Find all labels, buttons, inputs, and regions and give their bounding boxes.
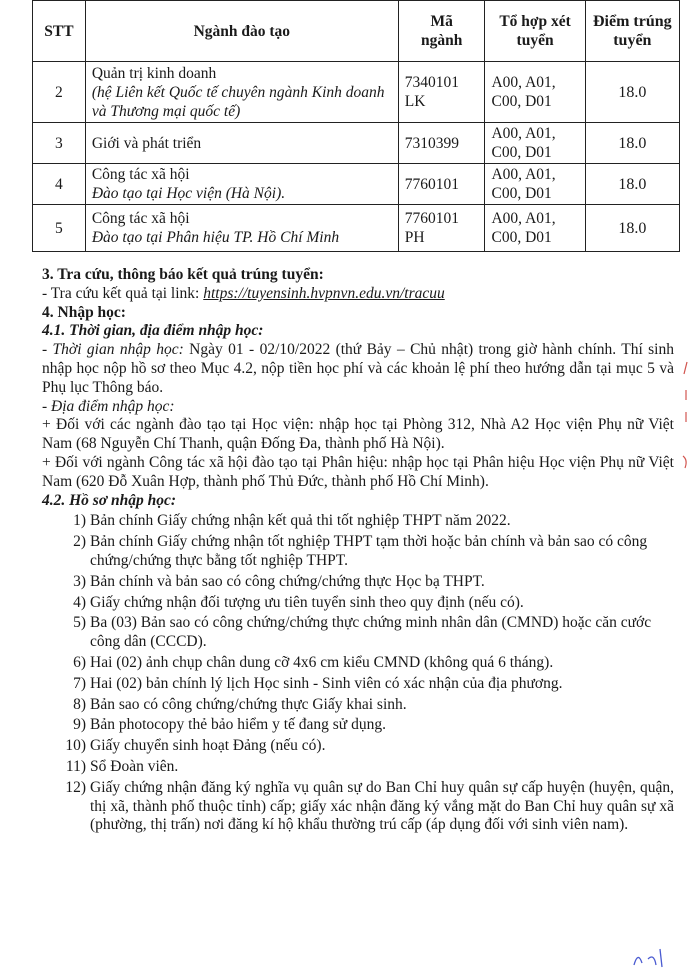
row-combo-line2: C00, D01 bbox=[491, 229, 552, 246]
list-item-text: Bản sao có công chứng/chứng thực Giấy khai sinh. bbox=[90, 695, 407, 713]
row-stt: 3 bbox=[33, 123, 86, 164]
row-combo-line1: A00, A01, bbox=[491, 74, 556, 91]
document-body bbox=[42, 266, 674, 837]
admission-place-hcm: + Đối với ngành Công tác xã hội đào tạo tại Phân hiệu: nhập học tại Phân hiệu Học viện Phụ nữ Việt Nam (620 Đỗ Xuân Hợp, thành phố Thủ Đức, thành phố Hồ Chí Minh). bbox=[42, 453, 674, 490]
list-item-number: 7) bbox=[73, 674, 86, 692]
row-combination bbox=[485, 62, 585, 123]
row-code-line1: 7340101 bbox=[404, 74, 460, 91]
list-item bbox=[42, 696, 674, 715]
list-item-number: 10) bbox=[65, 737, 86, 755]
list-item-text: Giấy chuyển sinh hoạt Đảng (nếu có). bbox=[90, 737, 326, 755]
row-score: 18.0 bbox=[585, 164, 679, 205]
row-combination bbox=[485, 205, 585, 252]
table-header-row bbox=[33, 1, 680, 62]
row-combination bbox=[485, 123, 585, 164]
header-score bbox=[585, 1, 679, 62]
row-code bbox=[398, 123, 485, 164]
list-item-text: Giấy chứng nhận đăng ký nghĩa vụ quân sự do Ban Chỉ huy quân sự cấp huyện (huyện, quận, thị xã, thành phố thuộc tỉnh) cấp; giấy xác nhận đăng ký vắng mặt do Ban Chỉ huy quân sự xã (phường, thị trấn) nơi đăng kí hộ khẩu thường trú cấp (áp dụng đối với sinh viên nam). bbox=[90, 778, 674, 834]
list-item bbox=[42, 737, 674, 756]
admission-place-hanoi: + Đối với các ngành đào tạo tại Học viện: nhập học tại Phòng 312, Nhà A2 Học viện Phụ nữ Việt Nam (68 Nguyễn Chí Thanh, quận Đống Đa, thành phố Hà Nội). bbox=[42, 416, 674, 453]
list-item bbox=[42, 594, 674, 613]
header-combo-line1: Tổ hợp xét bbox=[499, 13, 571, 30]
row-stt: 2 bbox=[33, 62, 86, 123]
row-major bbox=[85, 205, 398, 252]
list-item bbox=[42, 512, 674, 531]
row-code-line2: LK bbox=[404, 93, 426, 110]
row-score: 18.0 bbox=[585, 62, 679, 123]
list-item-text: Hai (02) bản chính lý lịch Học sinh - Sinh viên có xác nhận của địa phương. bbox=[90, 674, 563, 692]
list-item bbox=[42, 758, 674, 777]
lookup-line bbox=[42, 285, 674, 304]
lookup-prefix: - Tra cứu kết quả tại link: bbox=[42, 284, 204, 302]
header-code-line2: ngành bbox=[420, 32, 463, 49]
row-score: 18.0 bbox=[585, 123, 679, 164]
row-major bbox=[85, 62, 398, 123]
list-item-text: Ba (03) Bản sao có công chứng/chứng thực chứng minh nhân dân (CMND) hoặc căn cước công dân (CCCD). bbox=[90, 614, 652, 651]
header-stt: STT bbox=[33, 1, 86, 62]
row-combination bbox=[485, 164, 585, 205]
row-score: 18.0 bbox=[585, 205, 679, 252]
admission-place-label: - Địa điểm nhập học: bbox=[42, 397, 175, 415]
list-item-text: Sổ Đoàn viên. bbox=[90, 757, 179, 775]
row-code-line1: 7310399 bbox=[404, 134, 460, 152]
section-4-2-heading: 4.2. Hồ sơ nhập học: bbox=[42, 491, 177, 509]
admission-score-table bbox=[32, 0, 680, 252]
admission-time-label: - Thời gian nhập học: bbox=[42, 341, 184, 359]
section-3-heading: 3. Tra cứu, thông báo kết quả trúng tuyển: bbox=[42, 266, 324, 283]
row-combo-line1: A00, A01, bbox=[491, 125, 556, 142]
section-4-1-heading: 4.1. Thời gian, địa điểm nhập học: bbox=[42, 322, 264, 340]
header-code-line1: Mã bbox=[430, 13, 453, 30]
documents-list bbox=[42, 512, 674, 835]
row-code bbox=[398, 62, 485, 123]
header-combination bbox=[485, 1, 585, 62]
list-item-text: Giấy chứng nhận đối tượng ưu tiên tuyển sinh theo quy định (nếu có). bbox=[90, 593, 524, 611]
list-item bbox=[42, 716, 674, 735]
list-item-text: Bản chính Giấy chứng nhận kết quả thi tốt nghiệp THPT năm 2022. bbox=[90, 512, 511, 530]
row-major-note: (hệ Liên kết Quốc tế chuyên ngành Kinh doanh và Thương mại quốc tế) bbox=[91, 83, 385, 120]
row-combo-line2: C00, D01 bbox=[491, 185, 552, 202]
row-major-name: Công tác xã hội bbox=[91, 166, 190, 183]
list-item-number: 8) bbox=[73, 695, 86, 713]
row-combo-line2: C00, D01 bbox=[491, 144, 552, 161]
row-code-line2: PH bbox=[404, 229, 425, 246]
row-code-line1: 7760101 bbox=[404, 210, 460, 227]
header-score-line1: Điểm trúng bbox=[593, 13, 672, 30]
row-stt: 4 bbox=[33, 164, 86, 205]
row-major-name: Quản trị kinh doanh bbox=[91, 64, 217, 82]
row-major bbox=[85, 164, 398, 205]
table-row bbox=[33, 205, 680, 252]
list-item bbox=[42, 614, 674, 652]
list-item-number: 5) bbox=[73, 614, 86, 632]
row-stt: 5 bbox=[33, 205, 86, 252]
admission-time-text: Ngày 01 - 02/10/2022 (thứ Bảy – Chủ nhật) trong giờ hành chính. Thí sinh nhập học nộp hồ sơ theo Mục 4.2, nộp tiền học phí và các khoản lệ phí theo hướng dẫn tại mục 5 và Phụ lục Thông báo. bbox=[42, 341, 674, 396]
row-code-line1: 7760101 bbox=[404, 175, 460, 193]
list-item-number: 1) bbox=[73, 512, 86, 530]
row-major-note: Đào tạo tại Phân hiệu TP. Hồ Chí Minh bbox=[91, 229, 340, 246]
header-combo-line2: tuyển bbox=[516, 32, 554, 49]
row-major-name: Công tác xã hội bbox=[91, 210, 190, 227]
row-combo-line1: A00, A01, bbox=[491, 210, 556, 227]
list-item-text: Bản chính Giấy chứng nhận tốt nghiệp THPT tạm thời hoặc bản chính và bản sao có công chứng/chứng thực bằng tốt nghiệp THPT. bbox=[90, 533, 648, 569]
header-code bbox=[398, 1, 485, 62]
header-major: Ngành đào tạo bbox=[85, 1, 398, 62]
list-item-text: Bản chính và bản sao có công chứng/chứng thực Học bạ THPT. bbox=[90, 572, 485, 590]
row-major-name: Giới và phát triển bbox=[91, 134, 202, 152]
list-item-number: 12) bbox=[65, 778, 86, 796]
row-combo-line1: A00, A01, bbox=[491, 166, 556, 183]
table-row bbox=[33, 123, 680, 164]
list-item-text: Hai (02) ảnh chụp chân dung cỡ 4x6 cm kiểu CMND (không quá 6 tháng). bbox=[90, 653, 554, 671]
row-major-note: Đào tạo tại Học viện (Hà Nội). bbox=[91, 185, 286, 202]
list-item-number: 3) bbox=[73, 572, 86, 590]
table-row bbox=[33, 164, 680, 205]
lookup-link[interactable]: https://tuyensinh.hvpnvn.edu.vn/tracuu bbox=[203, 284, 445, 302]
list-item-number: 4) bbox=[73, 593, 86, 611]
row-combo-line2: C00, D01 bbox=[491, 93, 552, 110]
signature-mark bbox=[630, 945, 670, 969]
admission-time-paragraph bbox=[42, 341, 674, 397]
section-4-heading: 4. Nhập học: bbox=[42, 303, 126, 321]
list-item-text: Bản photocopy thẻ bảo hiểm y tế đang sử dụng. bbox=[90, 716, 386, 734]
list-item bbox=[42, 533, 674, 571]
list-item-number: 9) bbox=[73, 716, 86, 734]
list-item bbox=[42, 675, 674, 694]
list-item bbox=[42, 654, 674, 673]
list-item-number: 11) bbox=[65, 757, 86, 775]
row-major bbox=[85, 123, 398, 164]
list-item bbox=[42, 779, 674, 835]
list-item bbox=[42, 573, 674, 592]
list-item-number: 6) bbox=[73, 653, 86, 671]
row-code bbox=[398, 205, 485, 252]
margin-stamp-mark bbox=[680, 360, 690, 470]
header-score-line2: tuyển bbox=[613, 32, 652, 49]
table-row bbox=[33, 62, 680, 123]
row-code bbox=[398, 164, 485, 205]
list-item-number: 2) bbox=[73, 533, 86, 551]
